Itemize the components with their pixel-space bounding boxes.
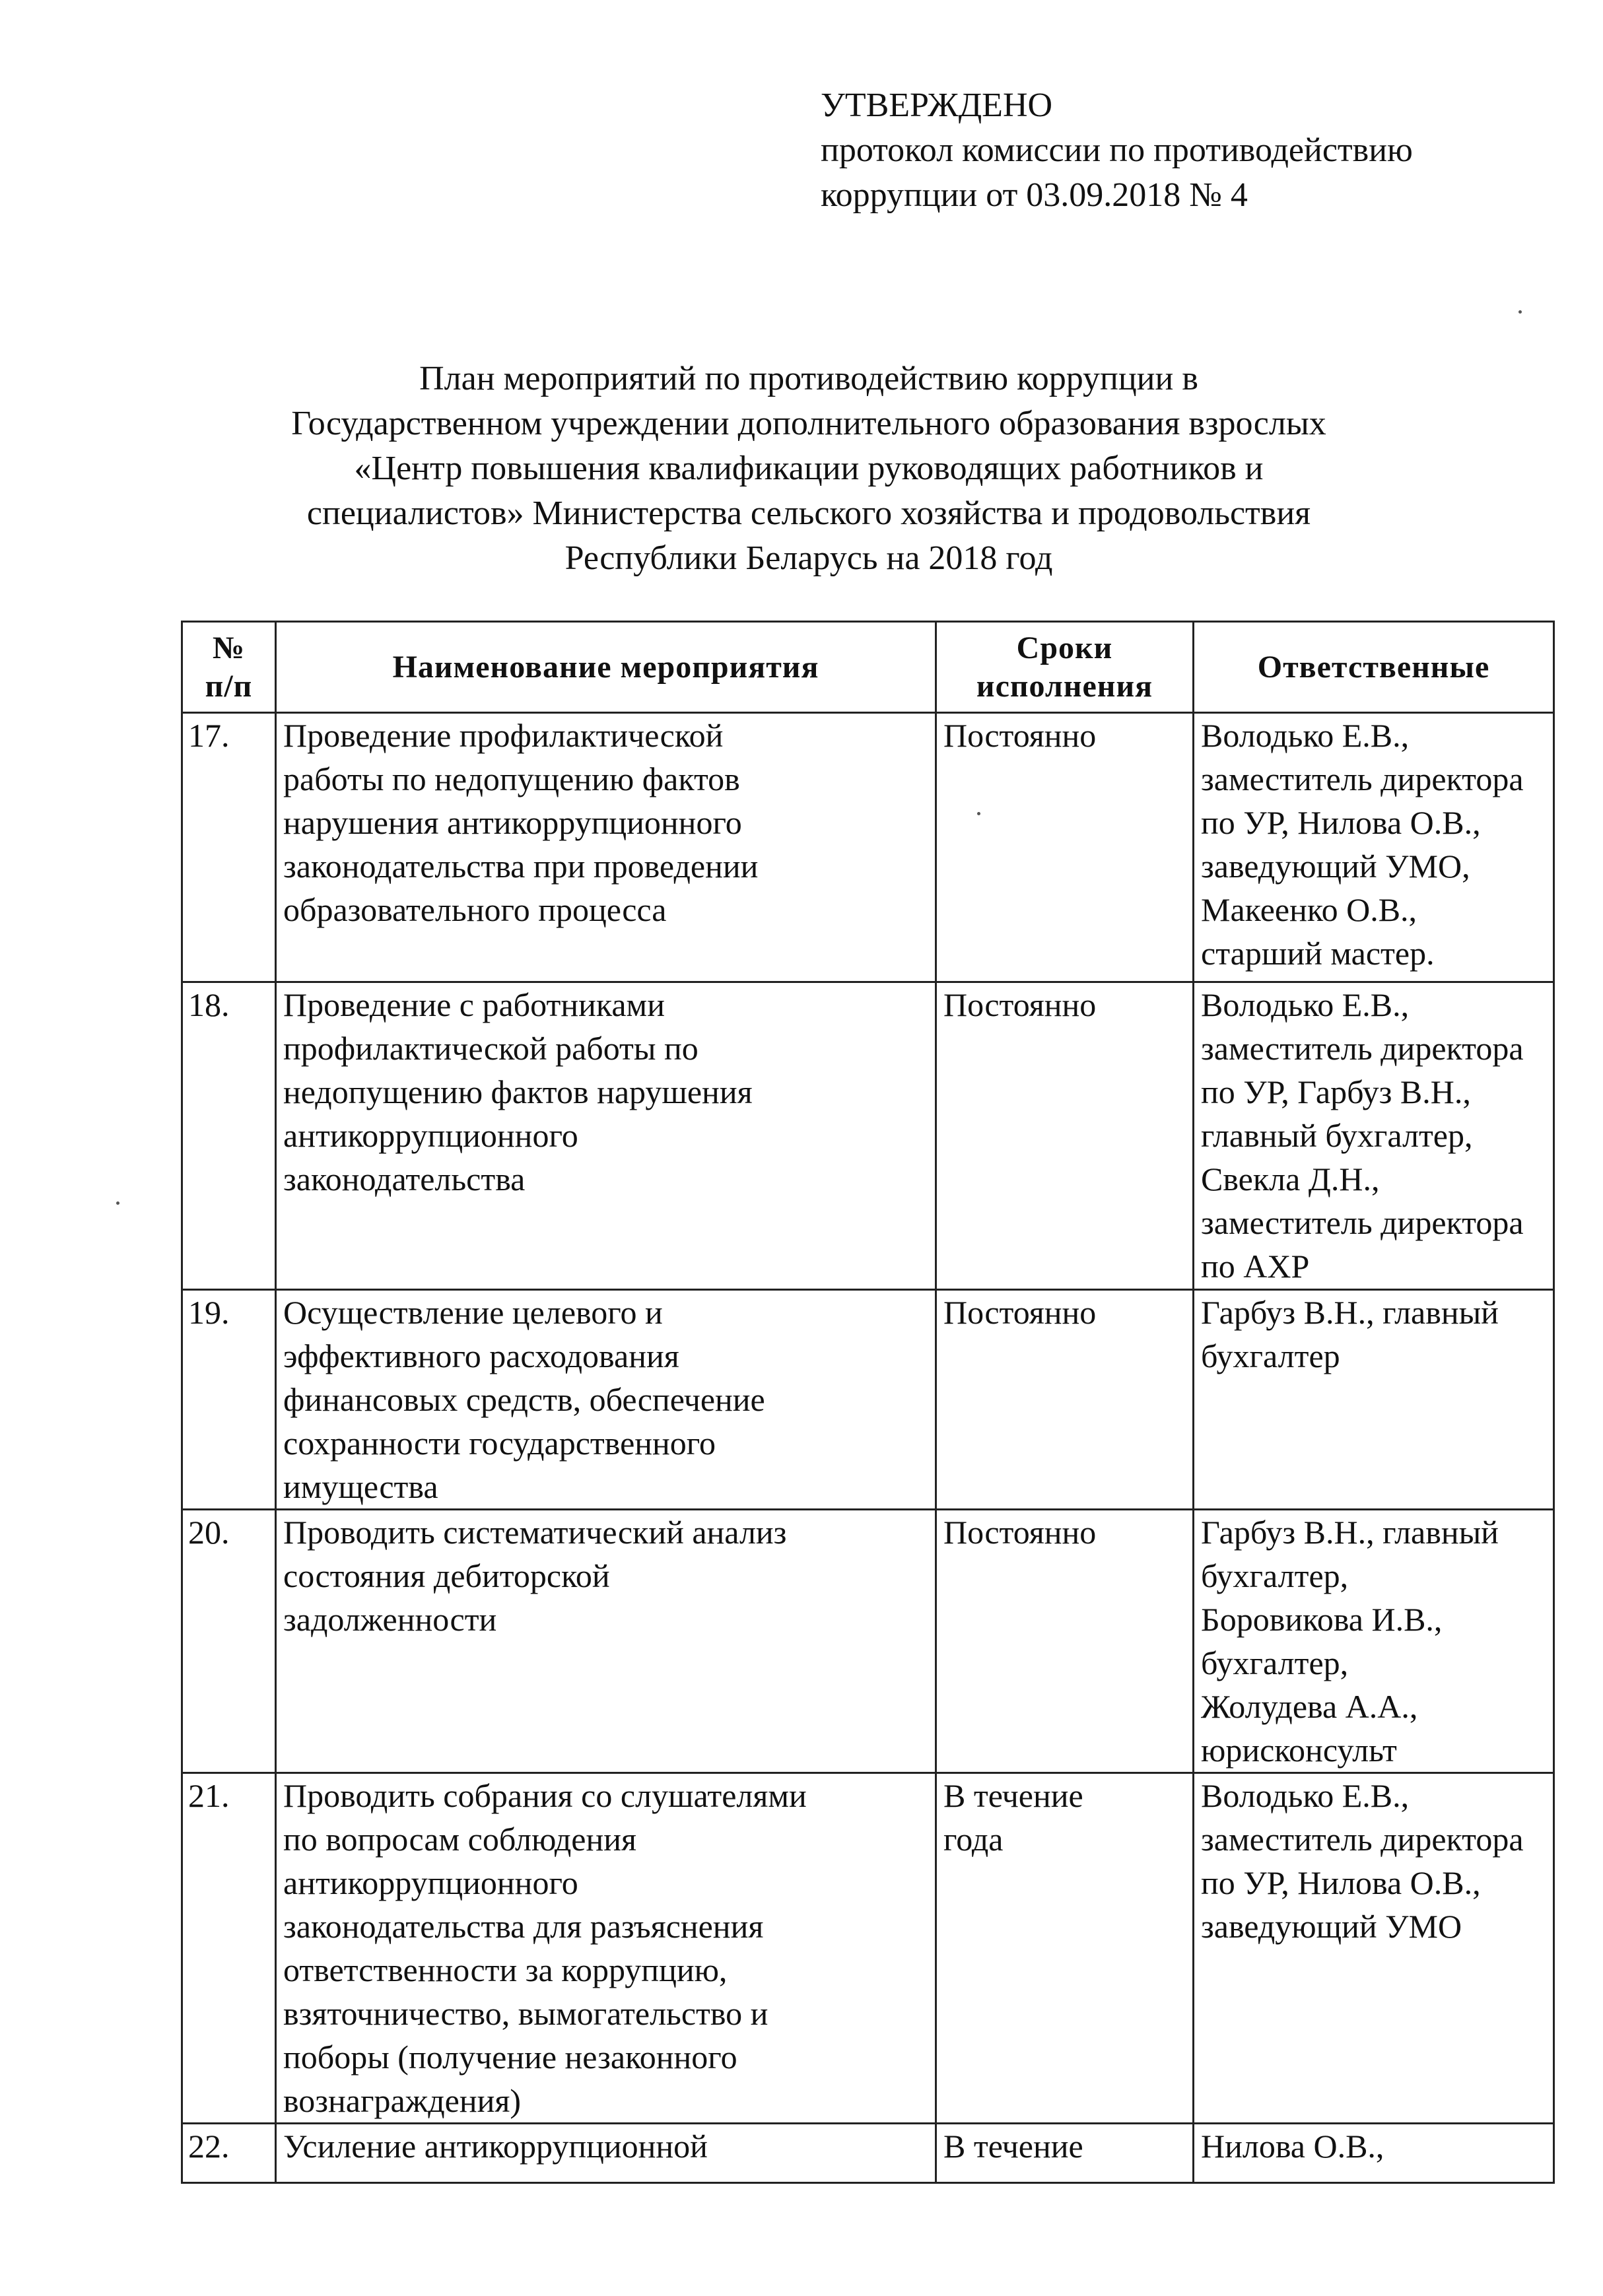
cell-line: состояния дебиторской — [283, 1557, 610, 1594]
table-row — [182, 1290, 1554, 1510]
header-number — [182, 622, 276, 713]
title-line: Республики Беларусь на 2018 год — [564, 539, 1053, 577]
cell-line: Проведение с работниками — [283, 986, 665, 1023]
cell-line: недопущению фактов нарушения — [283, 1073, 753, 1110]
cell-line: образовательного процесса — [283, 891, 667, 928]
cell-line: главный бухгалтер, — [1201, 1117, 1473, 1154]
cell-line: заведующий УМО, — [1201, 848, 1470, 885]
cell-line: по УР, Гарбуз В.Н., — [1201, 1073, 1471, 1110]
cell-line: законодательства — [283, 1161, 526, 1198]
deadline-cell — [936, 2124, 1194, 2183]
measure-name-cell — [276, 982, 936, 1290]
cell-line: по УР, Нилова О.В., — [1201, 804, 1481, 841]
cell-line: бухгалтер, — [1201, 1557, 1349, 1594]
cell-line: Постоянно — [943, 717, 1097, 754]
responsible-cell — [1194, 1773, 1554, 2124]
header-line: Наименование мероприятия — [392, 649, 819, 685]
cell-line: взяточничество, вымогательство и — [283, 1995, 768, 2032]
cell-line: Володько Е.В., — [1201, 717, 1410, 754]
header-line: Ответственные — [1257, 649, 1490, 685]
cell-line: Макеенко О.В., — [1201, 891, 1417, 928]
cell-line: В течение — [943, 2128, 1083, 2165]
header-line: № — [212, 630, 246, 665]
header-measure-name — [276, 622, 936, 713]
cell-line: юрисконсульт — [1201, 1732, 1397, 1769]
approval-line: протокол комиссии по противодействию — [821, 131, 1413, 169]
cell-line: по УР, Нилова О.В., — [1201, 1864, 1481, 1901]
approval-line: коррупции от 03.09.2018 № 4 — [821, 176, 1248, 214]
cell-line: бухгалтер, — [1201, 1644, 1349, 1681]
cell-line: законодательства для разъяснения — [283, 1908, 764, 1945]
cell-line: работы по недопущению фактов — [283, 760, 740, 797]
cell-line: Проводить собрания со слушателями — [283, 1777, 807, 1814]
cell-line: Осуществление целевого и — [283, 1294, 663, 1331]
measure-name-cell — [276, 1510, 936, 1773]
row-number: 21. — [182, 1773, 276, 2124]
deadline-cell — [936, 1510, 1194, 1773]
cell-line: Усиление антикоррупционной — [283, 2128, 708, 2165]
row-number: 20. — [182, 1510, 276, 1773]
measure-name-cell — [276, 1773, 936, 2124]
cell-line: антикоррупционного — [283, 1117, 578, 1154]
cell-line: Гарбуз В.Н., главный — [1201, 1294, 1499, 1331]
title-line: План мероприятий по противодействию коррупции в — [419, 360, 1198, 397]
responsible-cell — [1194, 1510, 1554, 1773]
approval-stamp — [821, 83, 1560, 218]
row-number: 22. — [182, 2124, 276, 2183]
measure-name-cell — [276, 2124, 936, 2183]
cell-line: ответственности за коррупцию, — [283, 1951, 728, 1988]
cell-line: бухгалтер — [1201, 1337, 1340, 1374]
cell-line: Володько Е.В., — [1201, 1777, 1410, 1814]
cell-line: старший мастер. — [1201, 935, 1435, 972]
header-deadline — [936, 622, 1194, 713]
cell-line: законодательства при проведении — [283, 848, 759, 885]
cell-line: профилактической работы по — [283, 1030, 699, 1067]
cell-line: года — [943, 1821, 1004, 1858]
responsible-cell — [1194, 982, 1554, 1290]
cell-line: эффективного расходования — [283, 1337, 679, 1374]
header-line: п/п — [205, 668, 253, 704]
responsible-cell — [1194, 2124, 1554, 2183]
table-row — [182, 982, 1554, 1290]
cell-line: сохранности государственного — [283, 1425, 716, 1462]
cell-line: имущества — [283, 1468, 438, 1505]
cell-line: заместитель директора — [1201, 1030, 1524, 1067]
cell-line: антикоррупционного — [283, 1864, 578, 1901]
cell-line: Постоянно — [943, 1514, 1097, 1551]
title-line: «Центр повышения квалификации руководящих работников и — [354, 450, 1264, 487]
measure-name-cell — [276, 713, 936, 982]
table-row — [182, 1773, 1554, 2124]
header-responsible — [1194, 622, 1554, 713]
cell-line: В течение — [943, 1777, 1083, 1814]
cell-line: задолженности — [283, 1601, 497, 1638]
cell-line: поборы (получение незаконного — [283, 2039, 737, 2076]
cell-line: заместитель директора — [1201, 1821, 1524, 1858]
cell-line: Володько Е.В., — [1201, 986, 1410, 1023]
row-number: 17. — [182, 713, 276, 982]
cell-line: Постоянно — [943, 986, 1097, 1023]
deadline-cell — [936, 713, 1194, 982]
deadline-cell — [936, 1773, 1194, 2124]
measure-name-cell — [276, 1290, 936, 1510]
measures-table — [181, 621, 1555, 2184]
cell-line: заместитель директора — [1201, 760, 1524, 797]
table-header-row — [182, 622, 1554, 713]
cell-line: Проводить систематический анализ — [283, 1514, 787, 1551]
cell-line: Боровикова И.В., — [1201, 1601, 1443, 1638]
cell-line: нарушения антикоррупционного — [283, 804, 742, 841]
document-title — [172, 356, 1446, 581]
responsible-cell — [1194, 1290, 1554, 1510]
cell-line: Жолудева А.А., — [1201, 1688, 1418, 1725]
approval-line: УТВЕРЖДЕНО — [821, 86, 1053, 124]
scan-speck — [1518, 310, 1522, 314]
title-line: специалистов» Министерства сельского хозяйства и продовольствия — [306, 494, 1311, 532]
table-row — [182, 1510, 1554, 1773]
title-line: Государственном учреждении дополнительного образования взрослых — [291, 405, 1326, 442]
deadline-cell — [936, 982, 1194, 1290]
cell-line: вознаграждения) — [283, 2082, 522, 2119]
header-line: Сроки — [1016, 630, 1113, 665]
cell-line: Проведение профилактической — [283, 717, 724, 754]
cell-line: Нилова О.В., — [1201, 2128, 1384, 2165]
scan-speck — [977, 812, 980, 815]
cell-line: Постоянно — [943, 1294, 1097, 1331]
responsible-cell — [1194, 713, 1554, 982]
row-number: 18. — [182, 982, 276, 1290]
cell-line: заместитель директора — [1201, 1204, 1524, 1241]
cell-line: Свекла Д.Н., — [1201, 1161, 1380, 1198]
cell-line: заведующий УМО — [1201, 1908, 1462, 1945]
cell-line: финансовых средств, обеспечение — [283, 1381, 765, 1418]
cell-line: Гарбуз В.Н., главный — [1201, 1514, 1499, 1551]
table-row — [182, 713, 1554, 982]
cell-line: по вопросам соблюдения — [283, 1821, 636, 1858]
cell-line: по АХР — [1201, 1248, 1310, 1285]
header-line: исполнения — [976, 668, 1153, 704]
scan-speck — [116, 1201, 119, 1205]
row-number: 19. — [182, 1290, 276, 1510]
table-row — [182, 2124, 1554, 2183]
deadline-cell — [936, 1290, 1194, 1510]
